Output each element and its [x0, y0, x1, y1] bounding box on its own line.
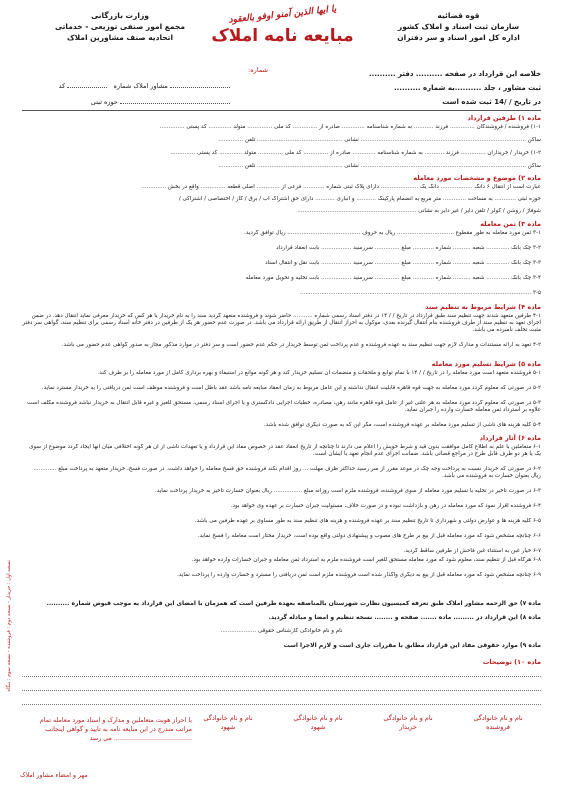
clause-6-5: ۶-۵ کلیه هزینه ها و عوارض دولتی و شهرداری تا تاریخ تنظیم سند بر عهده فروشنده و هزینه های تنظیم سند به طور مساوی بر عهده طرفین می باشد. — [194, 518, 541, 524]
header-left-line-1: وزارت بازرگانی — [91, 11, 149, 20]
clause-6-6: ۶-۶ چنانچه مشخص شود که مورد معامله قبل از بیع بر طرح های مصوب و پیشنهادی دولتی واقع بوده است، خریدار مختار است معامله را فسخ نماید. — [197, 533, 541, 539]
ministry-header — [40, 10, 200, 43]
seller-signature-role: فروشنده — [485, 723, 511, 731]
section-5-title: ماده ۵) شرایط تسلیم مورد معامله — [431, 360, 541, 368]
area-field — [40, 98, 230, 106]
clause-6-9: ۶-۹ چنانچه مشخص شود که مورد معامله قبل از بیع به دیگری واگذار شده است فروشنده ملزم است ثمن دریافتی را مسترد و خسارت وارده را پرداخت نماید. — [177, 572, 541, 578]
header-right-line-1: قوه قضائیه — [437, 11, 480, 20]
property-area-line: حوزه ثبتی ............ به مساحت ............. متر مربع به انضمام پارکینگ ........... و انباری ........... دارای حق اشتراک آب / برق / گاز / اختصاصی / اشتراکی / — [178, 196, 541, 202]
summary-line: خلاصه این قرارداد در صفحه .......... دفتر .......... — [369, 70, 541, 78]
section-7-title: ماده ۷) حق الزحمه مشاور املاک طبق تعرفه کمیسیون نظارت شهرستان بالمناصفه بعهده طرفین است که همزمان با امضای این قرارداد به موجب قبوض شماره .......... — [46, 600, 541, 607]
section-8-title: ماده ۸) این قرارداد در ......... ماده ....... صفحه و ........ نسخه تنظیم و امضا و مبادله گردید. — [268, 614, 541, 621]
witness-2-role: شهود — [220, 723, 236, 731]
header-left-line-2: مجمع امور صنفی توزیعی - خدماتی — [55, 22, 185, 31]
copies-side-note-text: نسخه اول : خریدار - نسخه دوم : فروشنده - نسخه سوم : بنگاه — [6, 560, 12, 692]
buyer-address-line: ساکن ............................................................................................. نشانی ................................................ تلفن .............. — [218, 163, 541, 169]
witness-1-signature — [275, 714, 361, 732]
clause-6-3: ۶-۳ در صورت تأخیر در تخلیه یا تسلیم مورد معامله از سوی فروشنده، فروشنده ملزم است روزانه مبلغ ................ ریال بعنوان خسارت تأخیر به خریدار پرداخت نماید. — [155, 488, 541, 494]
notes-line-1 — [22, 676, 541, 677]
clause-5-2: ۵-۲ در صورتی که معلوم گردد مورد معامله به جهت قوه قاهره قابلیت انتقال نداشته و این عامل مربوط به زمان انعقاد مبایعه نامه باشد عقد باطل است و فروشنده موظف است ثمن دریافتی را به خریدار مسترد نماید. — [41, 385, 541, 391]
area-label: حوزه ثبتی — [90, 98, 118, 106]
seller-signature — [455, 714, 541, 732]
clause-6-7: ۶-۷ خیار غبن به استثناء غبن فاحش از طرفین ساقط گردید. — [403, 548, 541, 554]
consultant-attestation: با احراز هویت متعاملین و مدارک و اسناد مورد معامله تمام مراتب مندرج در این مبایعه نامه به تایید و گواهی اینجانب ....................................... می رسد — [39, 717, 192, 742]
seller-line: ۱-۱) فروشنده / فروشندگان .............. فرزند ........... به شماره شناسنامه ............. صادره از .............. کد ملی .............. متولد ............. کد پستی .............. — [159, 124, 541, 130]
property-line: عبارت است از انتقال ۶ دانگ .................. دانگ یک ..................... دارای پلاک ثبتی شماره ............ فرعی از ............. اصلی قطعه .............. واقع در بخش .............. — [141, 184, 541, 190]
document-title: مبایعه نامه املاک — [211, 26, 354, 46]
clause-6-4: ۶-۴ فروشنده اقرار نمود که مورد معامله در رهن و بازداشت نبوده و در صورت خلاف، مسئولیت جبران خسارت بر عهده وی خواهد بود. — [230, 503, 541, 509]
buyer-signature — [365, 714, 451, 732]
price-extra-line: ۳-۵ .................................................................................................................................. — [300, 290, 541, 296]
registered-line: ثبت مشاور ، جلد ..........به شماره .......... — [393, 84, 541, 92]
number-label: شماره: — [248, 66, 268, 74]
legal-expert-line: نام و نام خانوادگی کارشناس حقوقی .................... — [220, 628, 343, 634]
seller-signature-name: نام و نام خانوادگی — [473, 714, 523, 722]
signature-row — [22, 714, 541, 784]
clause-6-1: ۶-۱ متعاملین با علم به اطلاع کامل موافقت بدون قید و شرط خویش را اعلام می دارند تا چنانچه از تاریخ انعقاد عقد در خصوص مفاد این قرارداد و یا تعهدات ناشی از آن هر گونه اختلافی میان آنها ایجاد گردد موضوع از سوی یک یا هر دو طرف قابل طرح در مراجع قضائی باشد. ضمانت اجرای عدم انجام تعهد با ایشان است. — [29, 444, 541, 457]
clause-4-2: ۴-۲ تعهد به ارائه مستندات و مدارک لازم جهت تنظیم سند به عهده فروشنده و عدم پرداخت ثمن توسط خریدار در حکم عدم حضور است و سر دفتر در موارد مذکور مجاز به صدور گواهی عدم حضور می باشد. — [61, 342, 541, 348]
notes-line-2 — [22, 690, 541, 691]
seller-address-line: ساکن ............................................................................................. نشانی ................................................ تلفن .............. — [218, 137, 541, 143]
header-right-line-3: اداره کل امور اسناد و سر دفتران — [397, 33, 520, 42]
section-4-title: ماده ۴) شرایط مربوط به تنظیم سند — [425, 303, 541, 311]
cheque-line-2: ۳-۳ چک بانک ............. شعبه .......... شماره ............ مبلغ .............. سررسید ................. بابت نقل و انتقال اسناد — [265, 260, 541, 266]
consultant-stamp-label: مهر و امضاء مشاور املاک — [20, 772, 88, 779]
clause-5-1: ۵-۱ فروشنده متعهد است مورد معامله را در تاریخ / / ۱۴ با تمام توابع و ملحقات و منضمات آن تسلیم خریدار کند و هر گونه موانع در استیفاء و بهره برداری کامل از مورد معامله را بر طرف کند. — [97, 370, 541, 376]
clause-6-2: ۶-۲ در صورتی که خریدار نسبت به پرداخت وجه چک در موعد مقرر از سر رسید حداکثر ظرف مهلت ... روز اقدام نکند فروشنده حق فسخ معامله را خواهد داشت. در صورت فسخ، خریدار متعهد به پرداخت مبلغ ............. ریال بعنوان خسارت به فروشنده می باشد. — [33, 466, 541, 479]
verse: یا ایها الذین آمنو اوفو بالعقود — [228, 4, 337, 26]
title-block — [200, 6, 365, 46]
section-6-title: ماده ۶) آثار قرارداد — [479, 434, 541, 442]
consultant-number-label: مشاور املاک شماره — [113, 82, 168, 90]
cheque-line-1: ۳-۲ چک بانک ............. شعبه .......... شماره ............ مبلغ .............. سررسید ................. بابت انعقاد قرارداد — [276, 245, 541, 251]
code-label: کد — [58, 82, 66, 90]
witness-1-name: نام و نام خانوادگی — [293, 714, 343, 722]
witness-2-name: نام و نام خانوادگی — [203, 714, 253, 722]
divider — [22, 110, 541, 111]
clause-4-1: ۴-۱ طرفین متعهد شدند جهت تنظیم سند طبق قرارداد در تاریخ / / ۱۴ در دفتر اسناد رسمی شماره ........... حاضر شوند و فروشنده متعهد گردید سند را به نام خریدار یا هر کس که خریدار معرفی نماید انتقال دهد. در ضمن اجرای تعهد به تنظیم سند از طرف فروشنده بنام انتقال گیرنده بعدی، موکول به احراز انتقال از طریق ارائه قرارداد می باشد. در صورت عدم حضور هر یک از طرفین در دفتر خانه اسناد رسمی برای تنظیم سند، گواهی سر دفتر مثبت تخلف نامبرده می باشد. — [22, 313, 541, 333]
clause-5-3: ۵-۳ در صورتی که معلوم گردد مورد معامله به هر علتی غیر از عامل قوه قاهره مانند رهن، مصادره، خطبات اجرایی دادگستری و یا اجرای اسناد رسمی، مستحق للغیر و غیره قابل انتقال به خریدار نباشد فروشنده مکلف است علاوه بر استرداد ثمن معامله خسارت وارده را جبران نماید. — [27, 400, 541, 413]
section-3-title: ماده ۳) ثمن معامله — [480, 220, 541, 228]
copies-side-note — [6, 560, 16, 790]
registered-date-line: در تاریخ / /14 ثبت شده است — [442, 98, 541, 106]
price-line: ۳-۱ ثمن مورد معامله به طور مقطوع ................................ ریال به حروف ......................................... ریال توافق گردید. — [244, 230, 541, 236]
consultant-number — [40, 82, 230, 90]
buyer-line: ۱-۲) خریدار / خریداران .............. فرزند ........... به شماره شناسنامه ............. صادره از .............. کد ملی .............. متولد ............. کد پستی .............. — [170, 150, 541, 156]
clause-5-4: ۵-۴ کلیه هزینه های ناشی از تسلیم مورد معامله بر عهده فروشنده است، مگر این که به صورت دیگری توافق شده باشد. — [263, 422, 541, 428]
cheque-line-3: ۳-۴ چک بانک ............. شعبه .......... شماره ............ مبلغ .............. سررسید ................. بابت تخلیه و تحویل مورد معامله — [245, 275, 541, 281]
clause-6-8: ۶-۸ هرگاه قبل از تنظیم سند، معلوم شود که مورد معامله مستحق للغیر است فروشنده ملزم به استرداد ثمن معامله و جبران خسارات وارده خواهد بود. — [191, 557, 541, 563]
witness-1-role: شهود — [310, 723, 326, 731]
section-10-title: ماده ۱۰) توضیحات — [482, 658, 541, 666]
header-left-line-3: اتحادیه صنف مشاورین املاک — [66, 33, 174, 42]
buyer-signature-name: نام و نام خانوادگی — [383, 714, 433, 722]
section-1-title: ماده ۱) طرفین قرارداد — [467, 114, 541, 122]
section-2-title: ماده ۲) موضوع و مشخصات مورد معامله — [413, 174, 541, 182]
witness-2-signature — [185, 714, 271, 732]
header-right-line-2: سازمان ثبت اسناد و املاک کشور — [397, 22, 520, 31]
notes-line-3 — [22, 704, 541, 705]
section-9-title: ماده ۹) موارد حقوقی مفاد این قرارداد مطابق با مقررات جاری است و لازم الاجرا است — [283, 642, 541, 649]
buyer-signature-role: خریدار — [399, 723, 417, 731]
judiciary-header — [376, 10, 541, 43]
property-utility-line: شوفاژ / روشن / کولر / تلفن دایر / غیر دایر به نشانی ................................................................... — [297, 208, 541, 214]
